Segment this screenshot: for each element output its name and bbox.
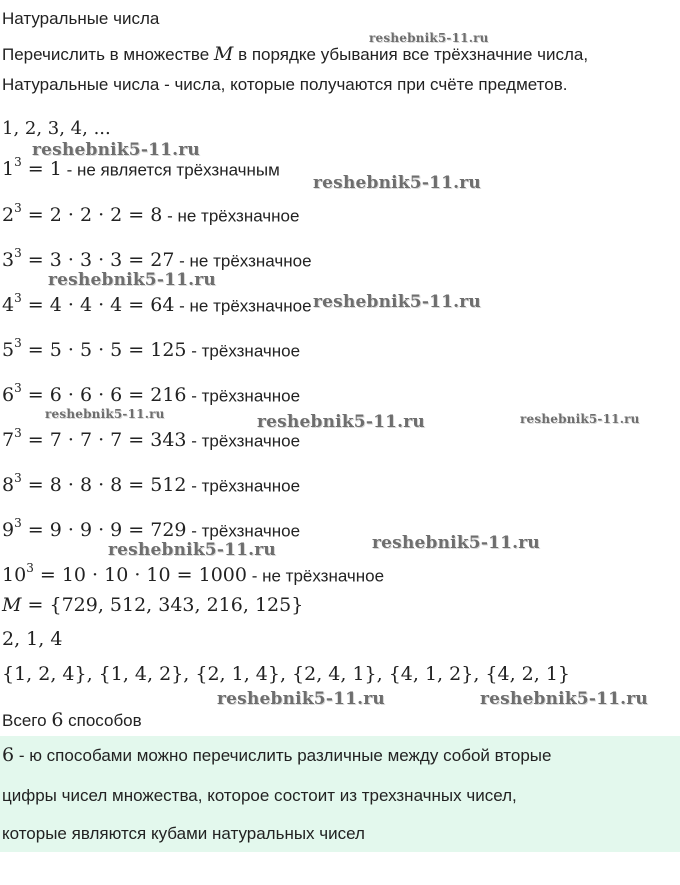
conclusion-line-2: цифры чисел множества, которое состоит из трехзначных чисел, <box>2 786 517 805</box>
cube-row: $5^3 = 5 \cdot 5 \cdot 5 = 125$ - трёхзначное <box>2 336 301 362</box>
watermark: reshebnik5-11.ru <box>257 412 425 432</box>
conclusion-line-1: 6 - ю способами можно перечислить различные между собой вторые <box>2 744 552 766</box>
set-symbol: M <box>213 43 234 65</box>
watermark: reshebnik5-11.ru <box>369 31 489 45</box>
cube-row: $8^3 = 8 \cdot 8 \cdot 8 = 512$ - трёхзначное <box>2 471 301 497</box>
cube-row: $10^3 = 10 \cdot 10 \cdot 10 = 1000$ - не трёхзначное <box>2 561 385 587</box>
cube-row: $4^3 = 4 \cdot 4 \cdot 4 = 64$ - не трёхзначное <box>2 291 312 317</box>
sequence: 1, 2, 3, 4, ... <box>2 118 111 139</box>
task-statement <box>2 43 588 66</box>
set-result: M = {729, 512, 343, 216, 125} <box>2 594 304 616</box>
watermark: reshebnik5-11.ru <box>372 533 540 553</box>
watermark: reshebnik5-11.ru <box>108 540 276 560</box>
second-digits: 2, 1, 4 <box>2 628 63 650</box>
task-suffix: в порядке убывания все трёхзначние числа, <box>238 45 589 64</box>
definition: Натуральные числа - числа, которые получаются при счёте предметов. <box>2 75 568 94</box>
watermark: reshebnik5-11.ru <box>520 412 640 426</box>
cube-row: $2^3 = 2 \cdot 2 \cdot 2 = 8$ - не трёхзначное <box>2 201 300 227</box>
watermark: reshebnik5-11.ru <box>48 270 216 290</box>
watermark: reshebnik5-11.ru <box>217 689 385 709</box>
watermark: reshebnik5-11.ru <box>480 689 648 709</box>
cube-row: $9^3 = 9 \cdot 9 \cdot 9 = 729$ - трёхзначное <box>2 516 301 542</box>
cube-row: $3^3 = 3 \cdot 3 \cdot 3 = 27$ - не трёхзначное <box>2 246 312 272</box>
cube-row: $7^3 = 7 \cdot 7 \cdot 7 = 343$ - трёхзначное <box>2 426 301 452</box>
watermark: reshebnik5-11.ru <box>32 140 200 160</box>
cube-row: $1^3 = 1$ - не является трёхзначным <box>2 155 280 181</box>
watermark: reshebnik5-11.ru <box>313 292 481 312</box>
watermark: reshebnik5-11.ru <box>45 407 165 421</box>
total-ways: Всего 6 способов <box>2 709 142 731</box>
conclusion-line-3: которые являются кубами натуральных чисел <box>2 824 365 843</box>
watermark: reshebnik5-11.ru <box>313 173 481 193</box>
cube-row: $6^3 = 6 \cdot 6 \cdot 6 = 216$ - трёхзначное <box>2 381 301 407</box>
task-prefix: Перечислить в множестве <box>2 45 210 64</box>
page-title: Натуральные числа <box>2 9 160 28</box>
permutations: {1, 2, 4}, {1, 4, 2}, {2, 1, 4}, {2, 4, 1}, {4, 1, 2}, {4, 2, 1} <box>2 663 570 685</box>
conclusion-box <box>0 736 680 852</box>
